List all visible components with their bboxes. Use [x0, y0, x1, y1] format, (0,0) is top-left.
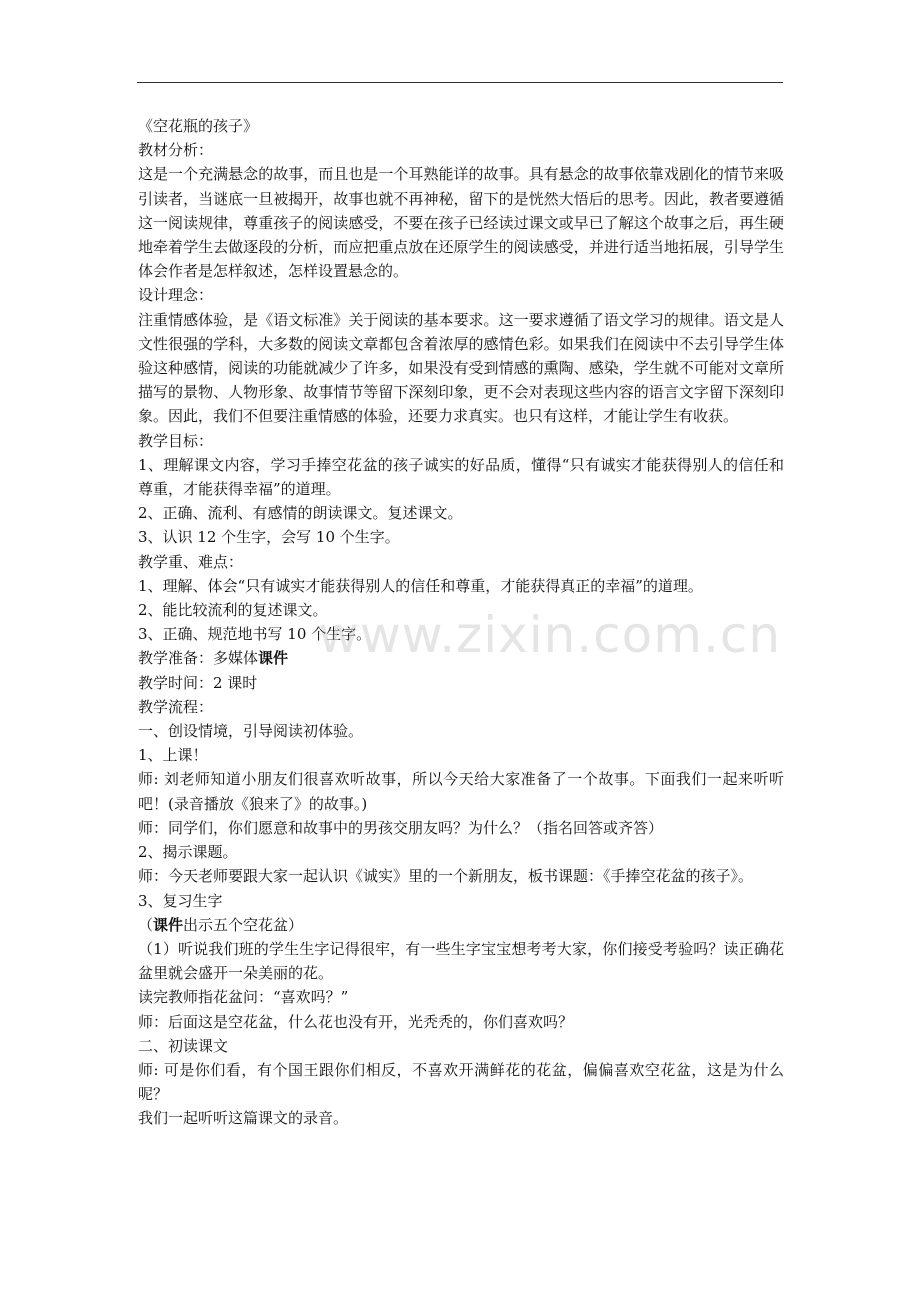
section-heading: 一、创设情境，引导阅读初体验。 [138, 722, 364, 741]
teacher-line: 师：今天老师要跟大家一起认识《诚实》里的一个新朋友，板书课题：《手捧空花盆的孩子》。 [138, 867, 754, 886]
paragraph-concept: 注重情感体验，是《语文标准》关于阅读的基本要求。这一要求遵循了语文学习的规律。语文是人文性很强的学科，大多数的阅读文章都包含着浓厚的感情色彩。如果我们在阅读中不去引导学生体验这种感情，阅读的功能就减少了许多，如果没有受到情感的熏陶、感染，学生就不可能对文章所描写的景物、人物形象、故事情节等留下深刻印象，更不会对表现这些内容的语言文字留下深刻印象。因此，我们不但要注重情感的体验，还要力求真实。也只有这样，才能让学生有收获。 [138, 310, 784, 426]
goal-item: 2、正确、流利、有感情的朗读课文。复述课文。 [138, 504, 463, 523]
goal-item: 1、理解课文内容，学习手捧空花盆的孩子诚实的好品质，懂得“只有诚实才能获得别人的信任和尊重，才能获得幸福”的道理。 [138, 455, 784, 499]
teaching-time: 教学时间：2 课时 [138, 673, 258, 692]
heading-concept: 设计理念： [138, 286, 214, 305]
note-courseware: 课件 [153, 915, 184, 934]
key-point-item: 2、能比较流利的复述课文。 [138, 601, 328, 620]
key-point-item: 3、正确、规范地书写 10 个生字。 [138, 625, 372, 644]
teacher-line: 师: 刘老师知道小朋友们很喜欢听故事，所以今天给大家准备了一个故事。下面我们一起来听听吧！(录音播放《狼来了》的故事。) [138, 770, 784, 813]
teacher-line: 师：同学们，你们愿意和故事中的男孩交朋友吗？为什么？（指名回答或齐答） [138, 818, 664, 837]
preparation-label: 教学准备：多媒体 [138, 649, 259, 668]
note-open: （ [138, 915, 154, 934]
teacher-line: 师：后面这是空花盆，什么花也没有开，光秃秃的，你们喜欢吗？ [138, 1012, 574, 1031]
step-item: 3、复习生字 [138, 891, 223, 910]
teaching-preparation [138, 646, 784, 670]
document-body [138, 114, 784, 1131]
note-rest: 出示五个空花盆） [183, 915, 304, 934]
paragraph-line: （1）听说我们班的学生生字记得很牢，有一些生字宝宝想考考大家，你们接受考验吗？读正确花盆里就会盛开一朵美丽的花。 [138, 939, 784, 983]
watermark-text: www.zixin.com.cn [318, 606, 782, 664]
step-item: 2、揭示课题。 [138, 843, 238, 862]
courseware-note [138, 913, 784, 937]
paragraph-line: 我们一起听听这篇课文的录音。 [138, 1109, 349, 1128]
goal-item: 3、认识 12 个生字，会写 10 个生字。 [138, 528, 400, 547]
heading-analysis: 教材分析： [138, 141, 214, 160]
paragraph-line: 读完教师指花盆问：“喜欢吗？” [138, 988, 349, 1007]
doc-title: 《空花瓶的孩子》 [138, 117, 259, 135]
heading-goals: 教学目标： [138, 431, 214, 450]
header-rule [137, 82, 783, 83]
key-point-item: 1、理解、体会“只有诚实才能获得别人的信任和尊重，才能获得真正的幸福”的道理。 [138, 576, 703, 595]
section-heading: 二、初读课文 [138, 1036, 229, 1055]
teacher-line: 师: 可是你们看，有个国王跟你们相反，不喜欢开满鲜花的花盆，偏偏喜欢空花盆，这是为什么呢？ [138, 1060, 784, 1104]
heading-flow: 教学流程： [138, 697, 214, 716]
step-item: 1、上课！ [138, 746, 208, 765]
heading-key-points: 教学重、难点： [138, 552, 244, 571]
paragraph-analysis: 这是一个充满悬念的故事，而且也是一个耳熟能详的故事。具有悬念的故事依靠戏剧化的情节来吸引读者，当谜底一旦被揭开，故事也就不再神秘，留下的是恍然大悟后的思考。因此，教者要遵循这一阅读规律，尊重孩子的阅读感受，不要在孩子已经读过课文或早已了解这个故事之后，再生硬地牵着学生去做逐段的分析，而应把重点放在还原学生的阅读感受，并进行适当地拓展，引导学生体会作者是怎样叙述，怎样设置悬念的。 [138, 165, 784, 281]
preparation-courseware: 课件 [258, 649, 289, 668]
